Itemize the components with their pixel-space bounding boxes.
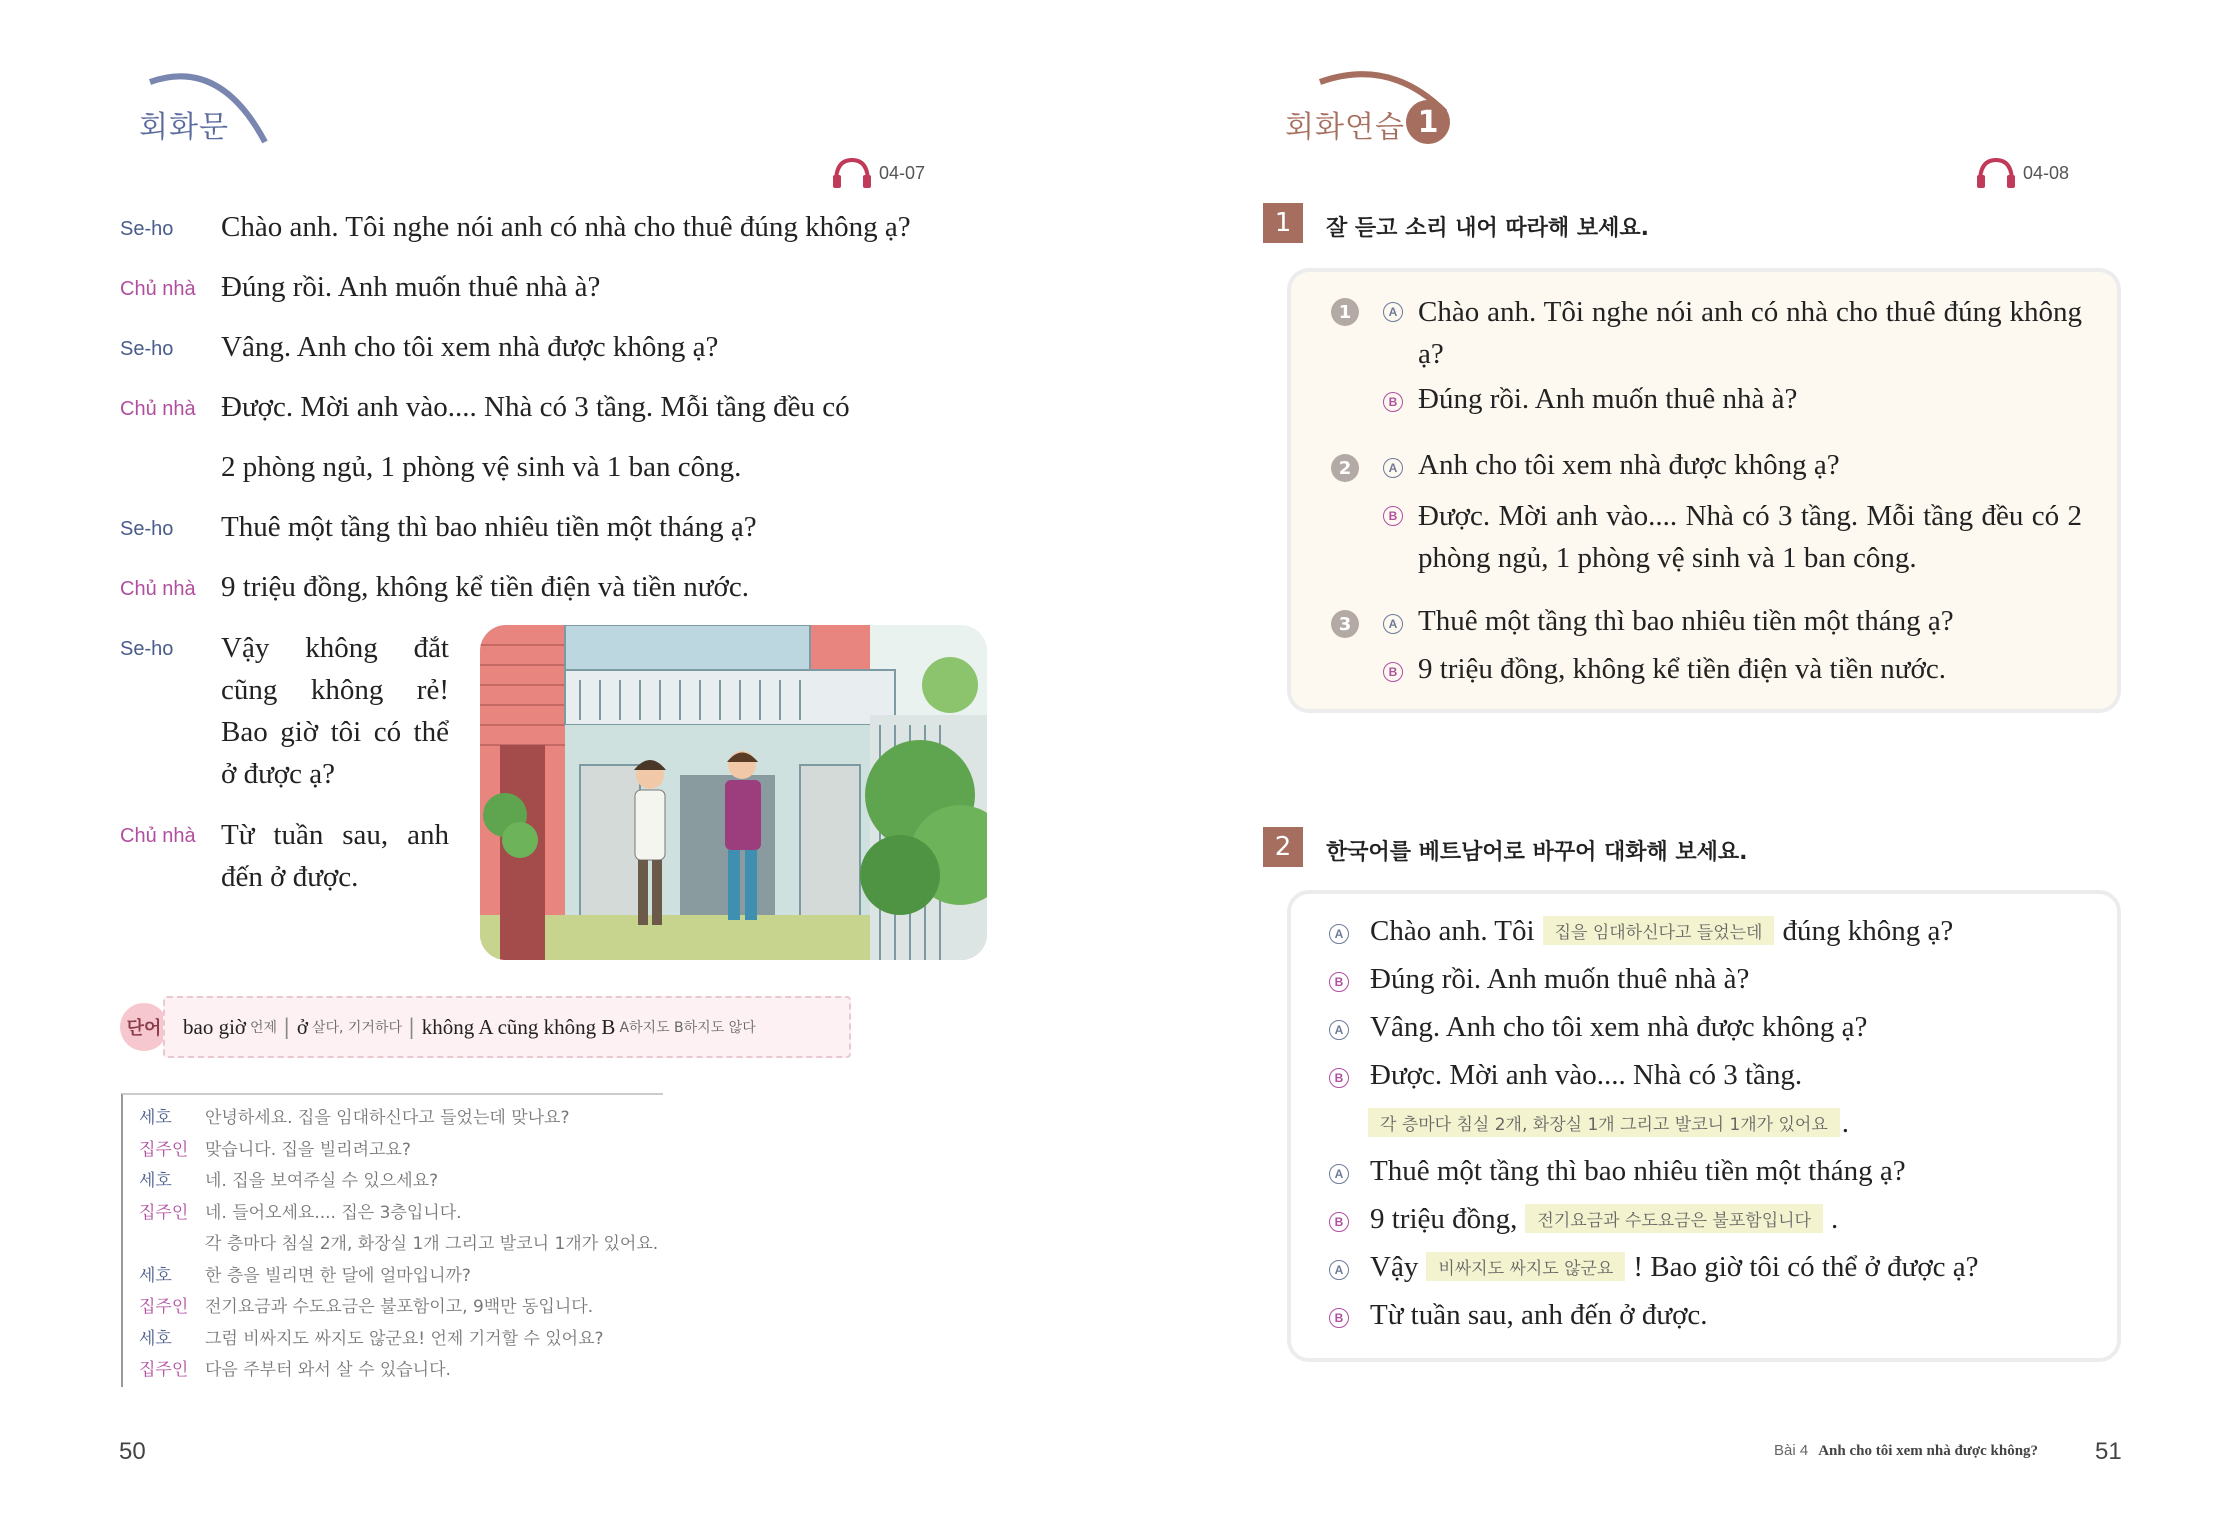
- translate-line: [1370, 1299, 1708, 1332]
- translation-text: 각 층마다 침실 2개, 화장실 1개 그리고 발코니 1개가 있어요.: [205, 1234, 659, 1254]
- practice-line-a: Chào anh. Tôi nghe nói anh có nhà cho thuê đúng không ạ?: [1418, 296, 2082, 370]
- section-title-right: 회화연습: [1285, 110, 1405, 145]
- vocab-word: không A cũng không B: [421, 1014, 616, 1039]
- task-number: 2: [1263, 827, 1303, 867]
- speaker-label: Se-ho: [120, 638, 174, 660]
- translation-row: [123, 1229, 663, 1261]
- audio-track-number: 04-08: [2023, 162, 2070, 183]
- audio-track-left[interactable]: [831, 156, 925, 190]
- speaker-label: Se-ho: [120, 338, 174, 360]
- audio-track-right[interactable]: [1975, 156, 2069, 190]
- section-number-badge: 1: [1406, 100, 1450, 144]
- translate-line: [1370, 1059, 1802, 1092]
- translation-speaker: 세호: [139, 1171, 172, 1191]
- practice-line-a: Thuê một tầng thì bao nhiêu tiền một tháng ạ?: [1418, 605, 1954, 637]
- line-text: Từ tuần sau, anh đến ở được.: [1370, 1299, 1708, 1331]
- translation-speaker: 집주인: [139, 1202, 189, 1223]
- translation-row: [123, 1103, 663, 1135]
- vocab-separator: |: [283, 1015, 291, 1039]
- speaker-a-icon: A: [1383, 302, 1403, 322]
- dialogue-line: Được. Mời anh vào.... Nhà có 3 tầng. Mỗi tầng đều có: [221, 391, 850, 423]
- line-text: Chào anh. Tôi: [1370, 915, 1535, 947]
- translation-row: [123, 1198, 663, 1230]
- practice-line-b: Đúng rồi. Anh muốn thuê nhà à?: [1418, 383, 1798, 415]
- line-text: .: [1830, 1203, 1839, 1235]
- korean-prompt-highlight: 집을 임대하신다고 들었는데: [1543, 916, 1775, 945]
- speaker-b-icon: B: [1383, 392, 1403, 412]
- translate-line: [1370, 1011, 1867, 1044]
- vocab-separator: |: [408, 1015, 416, 1039]
- line-text: Vâng. Anh cho tôi xem nhà được không ạ?: [1370, 1011, 1868, 1043]
- dialogue-line: Thuê một tầng thì bao nhiêu tiền một tháng ạ?: [221, 511, 757, 543]
- translation-text: 전기요금과 수도요금은 불포함이고, 9백만 동입니다.: [205, 1297, 594, 1317]
- translation-speaker: [123, 1229, 205, 1261]
- vocab-meaning: 살다, 기거하다: [311, 1020, 402, 1036]
- korean-prompt-highlight: 비싸지도 싸지도 않군요: [1426, 1252, 1625, 1281]
- speaker-a-icon: A: [1383, 614, 1403, 634]
- footer-lesson: Bài 4: [1774, 1442, 1809, 1459]
- section-title-left: 회화문: [139, 110, 229, 145]
- translation-row: [123, 1324, 663, 1356]
- line-text: Đúng rồi. Anh muốn thuê nhà à?: [1370, 963, 1750, 995]
- vocab-box: [163, 996, 851, 1058]
- dialogue-line: 9 triệu đồng, không kể tiền điện và tiền nước.: [221, 571, 749, 603]
- translate-line-continued: [1362, 1107, 1849, 1140]
- speaker-label: Se-ho: [120, 518, 174, 540]
- line-text: Được. Mời anh vào.... Nhà có 3 tầng.: [1370, 1059, 1803, 1091]
- translation-text: 다음 주부터 와서 살 수 있습니다.: [205, 1360, 451, 1380]
- dialogue-line: Từ tuần sau, anh đến ở được.: [221, 819, 449, 893]
- speaker-a-icon: A: [1329, 1260, 1349, 1280]
- korean-translation: [121, 1093, 663, 1387]
- speaker-label: Se-ho: [120, 218, 174, 240]
- translation-text: 그럼 비싸지도 싸지도 않군요! 언제 기거할 수 있어요?: [205, 1328, 604, 1349]
- page-footer: [1774, 1442, 2038, 1460]
- vocab-meaning: 언제: [250, 1020, 278, 1036]
- speaker-a-icon: A: [1329, 924, 1349, 944]
- translate-line: [1370, 915, 1953, 948]
- audio-track-number: 04-07: [879, 162, 926, 183]
- task-number: 1: [1263, 203, 1303, 243]
- translation-row: [123, 1261, 663, 1293]
- translation-speaker: 세호: [139, 1265, 172, 1286]
- translate-line: [1370, 1251, 1979, 1284]
- translation-text: 한 층을 빌리면 한 달에 얼마입니까?: [205, 1265, 471, 1286]
- house-illustration: [480, 625, 987, 960]
- translation-text: 네. 들어오세요.... 집은 3층입니다.: [205, 1202, 462, 1223]
- vocab-word: ở: [296, 1014, 308, 1039]
- translation-speaker: 집주인: [139, 1139, 189, 1160]
- speaker-b-icon: B: [1329, 972, 1349, 992]
- korean-prompt-highlight: 각 층마다 침실 2개, 화장실 1개 그리고 발코니 1개가 있어요: [1368, 1108, 1840, 1137]
- speaker-b-icon: B: [1383, 662, 1403, 682]
- line-text: ! Bao giờ tôi có thể ở được ạ?: [1633, 1251, 1979, 1283]
- dialogue-line: Chào anh. Tôi nghe nói anh có nhà cho thuê đúng không ạ?: [221, 211, 911, 243]
- line-text: Vậy: [1370, 1251, 1419, 1283]
- item-number: 2: [1331, 454, 1359, 482]
- translation-row: [123, 1166, 663, 1198]
- task-instruction: 잘 듣고 소리 내어 따라해 보세요.: [1326, 216, 1649, 241]
- vocab-meaning: A하지도 B하지도 않다: [619, 1020, 756, 1036]
- translation-text: 맞습니다. 집을 빌리려고요?: [205, 1139, 411, 1160]
- practice-line-b: 9 triệu đồng, không kể tiền điện và tiền nước.: [1418, 653, 1946, 685]
- speaker-b-icon: B: [1329, 1308, 1349, 1328]
- dialogue-line-continued: 2 phòng ngủ, 1 phòng vệ sinh và 1 ban công.: [221, 451, 742, 483]
- line-text: 9 triệu đồng,: [1370, 1203, 1518, 1235]
- speaker-a-icon: A: [1383, 458, 1403, 478]
- speaker-label: Chủ nhà: [120, 825, 196, 847]
- translation-speaker: 집주인: [139, 1297, 189, 1317]
- speaker-b-icon: B: [1383, 506, 1403, 526]
- dialogue-line: Đúng rồi. Anh muốn thuê nhà à?: [221, 271, 601, 303]
- translation-row: [123, 1292, 663, 1324]
- vocab-word: bao giờ: [183, 1014, 247, 1039]
- translation-speaker: 집주인: [139, 1360, 189, 1380]
- speaker-label: Chủ nhà: [120, 578, 196, 600]
- korean-prompt-highlight: 전기요금과 수도요금은 불포함입니다: [1525, 1204, 1823, 1233]
- translation-speaker: 세호: [139, 1328, 172, 1349]
- headphones-icon: [1975, 156, 2017, 190]
- translation-speaker: 세호: [139, 1108, 172, 1128]
- speaker-a-icon: A: [1329, 1164, 1349, 1184]
- item-number: 1: [1331, 298, 1359, 326]
- line-text: Thuê một tầng thì bao nhiêu tiền một tháng ạ?: [1370, 1155, 1906, 1187]
- translate-line: [1370, 1203, 1838, 1236]
- item-number: 3: [1331, 610, 1359, 638]
- speaker-a-icon: A: [1329, 1020, 1349, 1040]
- dialogue-line: Vâng. Anh cho tôi xem nhà được không ạ?: [221, 331, 719, 363]
- speaker-label: Chủ nhà: [120, 278, 196, 300]
- vocab-badge: 단어: [120, 1003, 168, 1051]
- translation-row: [123, 1135, 663, 1167]
- speaker-b-icon: B: [1329, 1068, 1349, 1088]
- headphones-icon: [831, 156, 873, 190]
- translate-line: [1370, 963, 1749, 996]
- speaker-label: Chủ nhà: [120, 398, 196, 420]
- practice-line-b: Được. Mời anh vào.... Nhà có 3 tầng. Mỗi tầng đều có 2 phòng ngủ, 1 phòng vệ sinh và 1 ban công.: [1418, 500, 2082, 574]
- translation-text: 안녕하세요. 집을 임대하신다고 들었는데 맞나요?: [205, 1108, 570, 1128]
- translation-row: [123, 1355, 663, 1387]
- footer-title: Anh cho tôi xem nhà được không?: [1818, 1443, 2039, 1459]
- page-number-right: 51: [2095, 1438, 2122, 1465]
- speaker-b-icon: B: [1329, 1212, 1349, 1232]
- task-instruction: 한국어를 베트남어로 바꾸어 대화해 보세요.: [1326, 840, 1748, 865]
- line-text: đúng không ạ?: [1782, 915, 1954, 947]
- practice-line-a: Anh cho tôi xem nhà được không ạ?: [1418, 449, 1840, 481]
- translate-line: [1370, 1155, 1906, 1188]
- translation-text: 네. 집을 보여주실 수 있으세요?: [205, 1171, 439, 1191]
- line-text: .: [1841, 1107, 1850, 1139]
- page-number-left: 50: [119, 1438, 146, 1465]
- dialogue-line: Vậy không đắt cũng không rẻ! Bao giờ tôi có thể ở được ạ?: [221, 632, 449, 790]
